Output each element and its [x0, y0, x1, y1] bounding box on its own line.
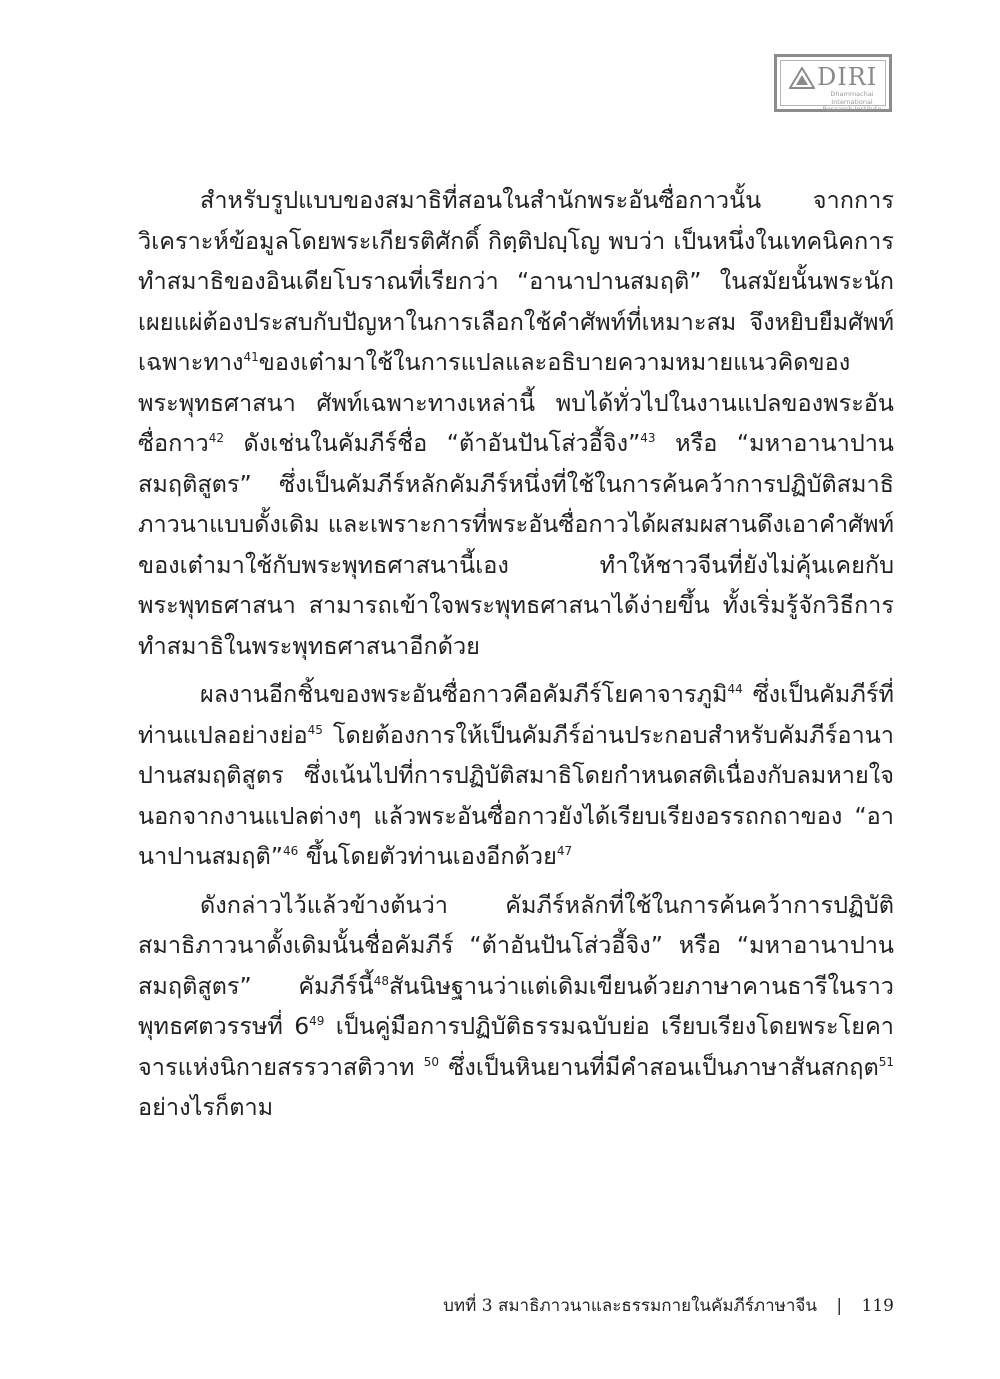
paragraph: สำหรับรูปแบบของสมาธิที่สอนในสำนักพระอันซื่อกาวนั้น จากการวิเคราะห์ข้อมูลโดยพระเกียรติศักดิ์ กิตฺติปญฺโญ พบว่า เป็นหนึ่งในเทคนิคการทำสมาธิของอินเดียโบราณที่เรียกว่า “อานาปานสมฤติ” ในสมัยนั้นพระนักเผยแผ่ต้องประสบกับปัญหาในการเลือกใช้คำศัพท์ที่เหมาะสม จึงหยิบยืมศัพท์เฉพาะทาง$^{41}$ของเต๋ามาใช้ในการแปลและอธิบายความหมายแนวคิดของพระพุทธศาสนา ศัพท์เฉพาะทางเหล่านี้ พบได้ทั่วไปในงานแปลของพระอันซื่อกาว$^{42}$ ดังเช่นในคัมภีร์ชื่อ “ต้าอันปันโส่วอี้จิง”$^{43}$ หรือ “มหาอานาปานสมฤติสูตร” ซึ่งเป็นคัมภีร์หลักคัมภีร์หนึ่งที่ใช้ในการค้นคว้าการปฏิบัติสมาธิภาวนาแบบดั้งเดิม และเพราะการที่พระอันซื่อกาวได้ผสมผสานดึงเอาคำศัพท์ของเต๋ามาใช้กับพระพุทธศาสนานี้เอง ทำให้ชาวจีนที่ยังไม่คุ้นเคยกับพระพุทธศาสนา สามารถเข้าใจพระพุทธศาสนาได้ง่ายขึ้น ทั้งเริ่มรู้จักวิธีการทำสมาธิในพระพุทธศาสนาอีกด้วย: [138, 186, 894, 660]
footnote-marker: 48: [373, 973, 389, 988]
footnote-marker: 46: [282, 844, 299, 858]
body-text: [138, 180, 894, 1128]
logo-subtitle-line2: Research Institute: [822, 105, 882, 113]
paragraph: ดังกล่าวไว้แล้วข้างต้นว่า คัมภีร์หลักที่ใช้ในการค้นคว้าการปฏิบัติสมาธิภาวนาดั้งเดิมนั้นชื่อคัมภีร์ “ต้าอันปันโส่วอี้จิง” หรือ “มหาอานาปานสมฤติสูตร” คัมภีร์นี้$^{48}$สันนิษฐานว่าแต่เดิมเขียนด้วยภาษาคานธารีในราวพุทธศตวรรษที่ $6^{49}$ เป็นคู่มือการปฏิบัติธรรมฉบับย่อ เรียบเรียงโดยพระโยคาจารแห่งนิกายสรรวาสติวาท $^{50}$ ซึ่งเป็นหินยานที่มีคำสอนเป็นภาษาสันสกฤต$^{51}$ อย่างไรก็ตาม: [138, 890, 894, 1121]
diri-logo: [774, 54, 892, 112]
logo-name: DIRI: [817, 63, 878, 91]
footer-chapter-title: บทที่ 3 สมาธิภาวนาและธรรมกายในคัมภีร์ภาษาจีน: [443, 1296, 817, 1316]
footer-separator: |: [836, 1296, 843, 1316]
footnote-marker: 41: [243, 350, 259, 364]
footnote-marker: 50: [423, 1054, 440, 1069]
page-number: 119: [861, 1296, 894, 1316]
logo-subtitle: [815, 91, 889, 114]
logo-subtitle-line1: Dhammachai International: [830, 90, 874, 106]
footnote-marker: 49: [309, 1014, 325, 1028]
footnote-marker: 42: [208, 431, 224, 445]
footnote-marker: 51: [878, 1054, 894, 1069]
page-footer: [138, 1292, 894, 1319]
logo-frame: [780, 60, 886, 113]
footnote-marker: 43: [640, 431, 656, 445]
footnote-marker: 47: [556, 844, 573, 858]
footnote-marker: 45: [307, 722, 323, 737]
paragraph: ผลงานอีกชิ้นของพระอันซื่อกาวคือคัมภีร์โยคาจารภูมิ$^{44}$ ซึ่งเป็นคัมภีร์ที่ท่านแปลอย่างย่อ$^{45}$ โดยต้องการให้เป็นคัมภีร์อ่านประกอบสำหรับคัมภีร์อานาปานสมฤติสูตร ซึ่งเน้นไปที่การปฏิบัติสมาธิโดยกำหนดสติเนื่องกับลมหายใจ นอกจากงานแปลต่างๆ แล้วพระอันซื่อกาวยังได้เรียบเรียงอรรถกถาของ “อานาปานสมฤติ”$^{46}$ ขึ้นโดยตัวท่านเองอีกด้วย$^{47}$: [138, 680, 894, 870]
footnote-marker: 44: [727, 682, 743, 696]
dhammachai-triangle-icon: [789, 67, 815, 89]
